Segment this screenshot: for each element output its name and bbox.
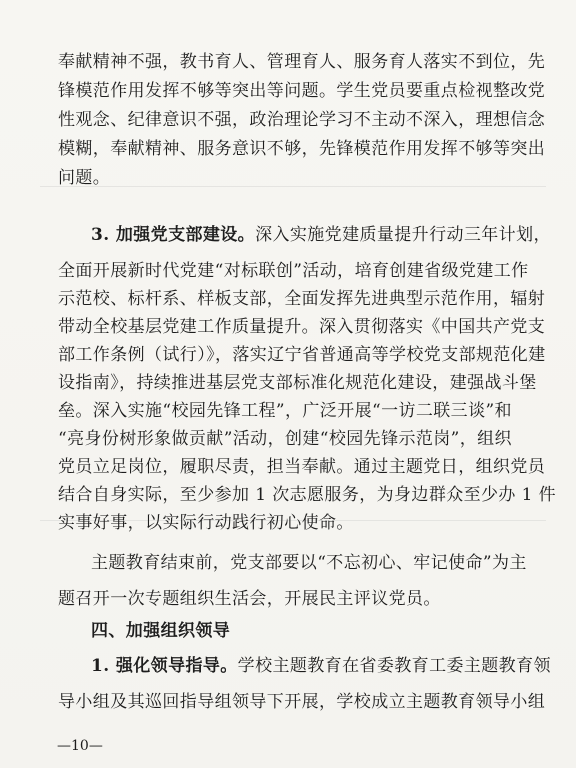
section-3-first-line	[91, 225, 551, 245]
section-3-title: 3. 加强党支部建设。	[91, 225, 256, 245]
paragraph-1-line: 奉献精神不强，教书育人、管理育人、服务育人落实不到位，先	[58, 52, 546, 72]
section-4-heading: 四、加强组织领导	[91, 621, 231, 641]
theme-paragraph-line: 题召开一次专题组织生活会，开展民主评议党员。	[58, 589, 441, 609]
bleed-through-mark	[40, 186, 546, 187]
section-3-line: 实事好事，以实际行动践行初心使命。	[58, 513, 354, 533]
paragraph-1-line: 锋模范作用发挥不够等突出等问题。学生党员要重点检视整改党	[58, 81, 546, 101]
section-3-line: “亮身份树形象做贡献”活动，创建“校园先锋示范岗”，组织	[58, 429, 512, 449]
section-3-first-line-text: 深入实施党建质量提升行动三年计划，	[255, 225, 551, 245]
paragraph-1-line: 性观念、纪律意识不强，政治理论学习不主动不深入，理想信念	[58, 110, 546, 130]
section-3-line: 全面开展新时代党建“对标联创”活动，培育创建省级党建工作	[58, 261, 529, 281]
section-4-1-first-line	[91, 656, 551, 676]
section-3-line: 垒。深入实施“校园先锋工程”，广泛开展“一访二联三谈”和	[58, 401, 512, 421]
section-3-line: 设指南》，持续推进基层党支部标准化规范化建设，建强战斗堡	[58, 373, 537, 393]
section-4-1-title: 1. 强化领导指导。	[91, 656, 238, 676]
paragraph-1-line: 模糊，奉献精神、服务意识不够，先锋模范作用发挥不够等突出	[58, 139, 546, 159]
section-4-1-line: 导小组及其巡回指导组领导下开展，学校成立主题教育领导小组	[58, 692, 546, 712]
section-3-line: 带动全校基层党建工作质量提升。深入贯彻落实《中国共产党支	[58, 317, 546, 337]
section-3-line: 部工作条例（试行）》，落实辽宁省普通高等学校党支部规范化建	[58, 345, 546, 365]
section-3-line: 结合自身实际，至少参加 1 次志愿服务，为身边群众至少办 1 件	[58, 485, 557, 505]
paragraph-1-line: 问题。	[58, 168, 111, 188]
section-3-line: 党员立足岗位，履职尽责，担当奉献。通过主题党日，组织党员	[58, 457, 546, 477]
theme-paragraph-line: 主题教育结束前，党支部要以“不忘初心、牢记使命”为主	[91, 553, 527, 573]
section-3-line: 示范校、标杆系、样板支部，全面发挥先进典型示范作用，辐射	[58, 289, 546, 309]
page-number: —10—	[57, 738, 103, 754]
section-4-1-first-line-text: 学校主题教育在省委教育工委主题教育领	[237, 656, 551, 676]
